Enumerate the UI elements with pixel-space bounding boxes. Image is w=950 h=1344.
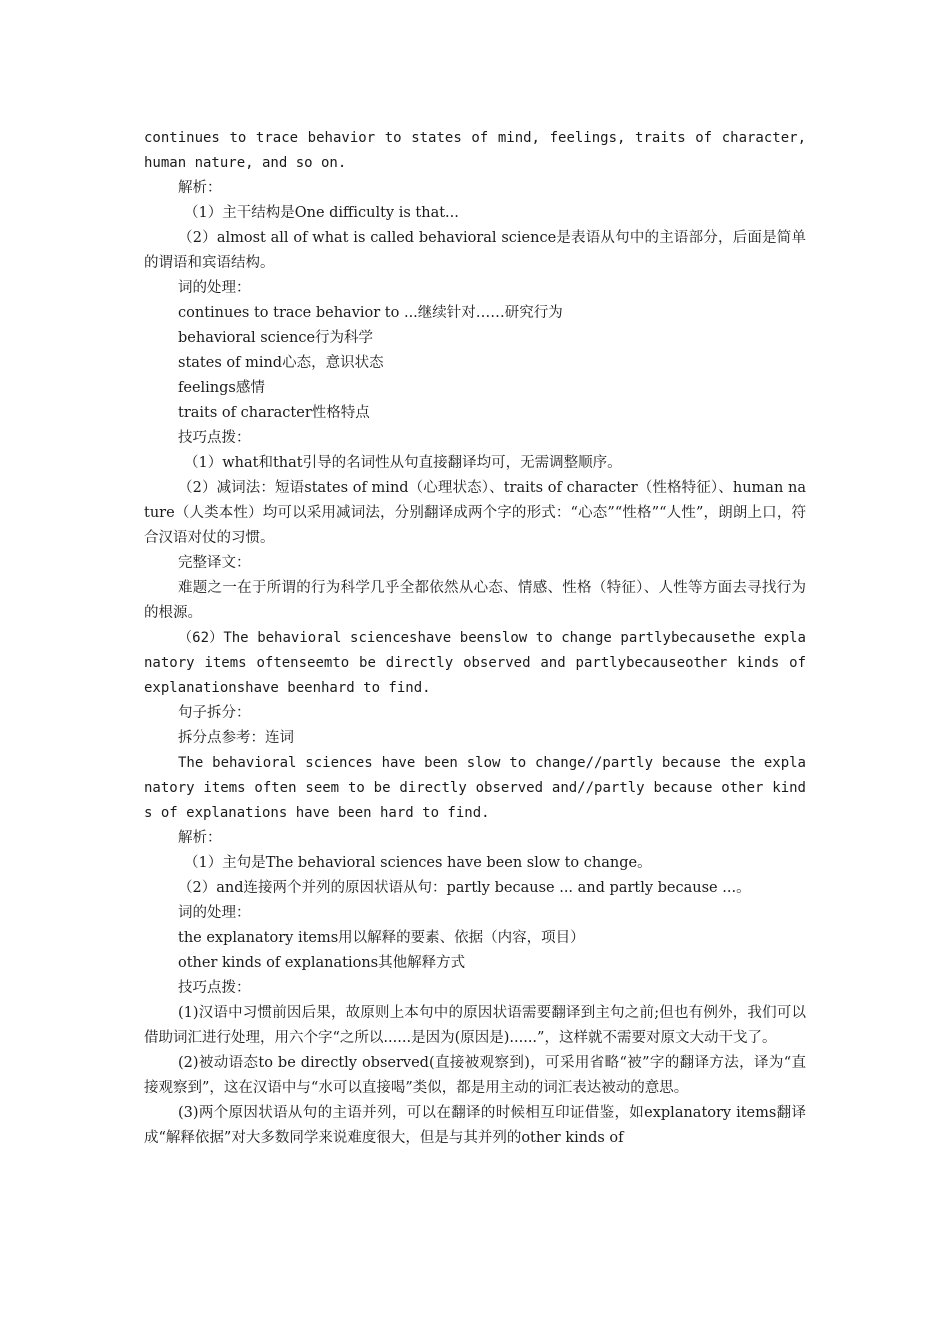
section-heading: 技巧点拨： bbox=[178, 430, 251, 446]
section-heading: 技巧点拨： bbox=[178, 980, 251, 996]
paragraph: continues to trace behavior to states of mind, feelings, traits of character, human nature, and so on. bbox=[144, 130, 806, 171]
paragraph: （2）almost all of what is called behavioral science是表语从句中的主语部分，后面是简单的谓语和宾语结构。 bbox=[144, 230, 806, 271]
paragraph: （1）what和that引导的名词性从句直接翻译均可，无需调整顺序。 bbox=[184, 455, 622, 471]
vocab-item: states of mind心态，意识状态 bbox=[178, 355, 384, 371]
vocab-item: traits of character性格特点 bbox=[178, 405, 370, 421]
section-heading: 解析： bbox=[178, 830, 222, 846]
paragraph: 拆分点参考：连词 bbox=[178, 730, 294, 746]
section-heading: 词的处理： bbox=[178, 280, 251, 296]
vocab-item: other kinds of explanations其他解释方式 bbox=[178, 955, 466, 971]
document-body bbox=[144, 126, 806, 1151]
paragraph: （2）and连接两个并列的原因状语从句：partly because ... and partly because ...。 bbox=[178, 880, 751, 896]
translation-paragraph: 难题之一在于所谓的行为科学几乎全都依然从心态、情感、性格（特征）、人性等方面去寻找行为的根源。 bbox=[144, 580, 806, 621]
section-heading: 解析： bbox=[178, 180, 222, 196]
vocab-item: behavioral science行为科学 bbox=[178, 330, 374, 346]
vocab-item: the explanatory items用以解释的要素、依据（内容，项目） bbox=[178, 930, 585, 946]
split-sentence: The behavioral sciences have been slow to change//partly because the explanatory items often seem to be directly observed and//partly because other kinds of explanations have been hard to find. bbox=[144, 755, 806, 821]
question-sentence: （62）The behavioral scienceshave beenslow to change partlybecausethe explanatory items oftenseemto be directly observed and partlybecauseother kinds of explanationshave beenhard to find. bbox=[144, 630, 806, 696]
section-heading: 句子拆分： bbox=[178, 705, 251, 721]
vocab-item: continues to trace behavior to ...继续针对……研究行为 bbox=[178, 305, 563, 321]
paragraph: (1)汉语中习惯前因后果，故原则上本句中的原因状语需要翻译到主句之前;但也有例外，我们可以借助词汇进行处理，用六个字“之所以......是因为(原因是)......”，这样就不需要对原文大动干戈了。 bbox=[144, 1005, 806, 1046]
section-heading: 完整译文： bbox=[178, 555, 251, 571]
paragraph: （1）主干结构是One difficulty is that... bbox=[184, 205, 459, 221]
paragraph: (3)两个原因状语从句的主语并列，可以在翻译的时候相互印证借鉴，如explanatory items翻译成“解释依据”对大多数同学来说难度很大，但是与其并列的other kinds of bbox=[144, 1105, 806, 1146]
section-heading: 词的处理： bbox=[178, 905, 251, 921]
paragraph: (2)被动语态to be directly observed(直接被观察到)，可采用省略“被”字的翻译方法，译为“直接观察到”，这在汉语中与“水可以直接喝”类似，都是用主动的词汇表达被动的意思。 bbox=[144, 1055, 806, 1096]
paragraph: （1）主句是The behavioral sciences have been slow to change。 bbox=[184, 855, 652, 871]
paragraph: （2）减词法：短语states of mind（心理状态）、traits of character（性格特征）、human nature（人类本性）均可以采用减词法，分别翻译成两个字的形式：“心态”“性格”“人性”，朗朗上口，符合汉语对仗的习惯。 bbox=[144, 480, 806, 546]
vocab-item: feelings感情 bbox=[178, 380, 265, 396]
